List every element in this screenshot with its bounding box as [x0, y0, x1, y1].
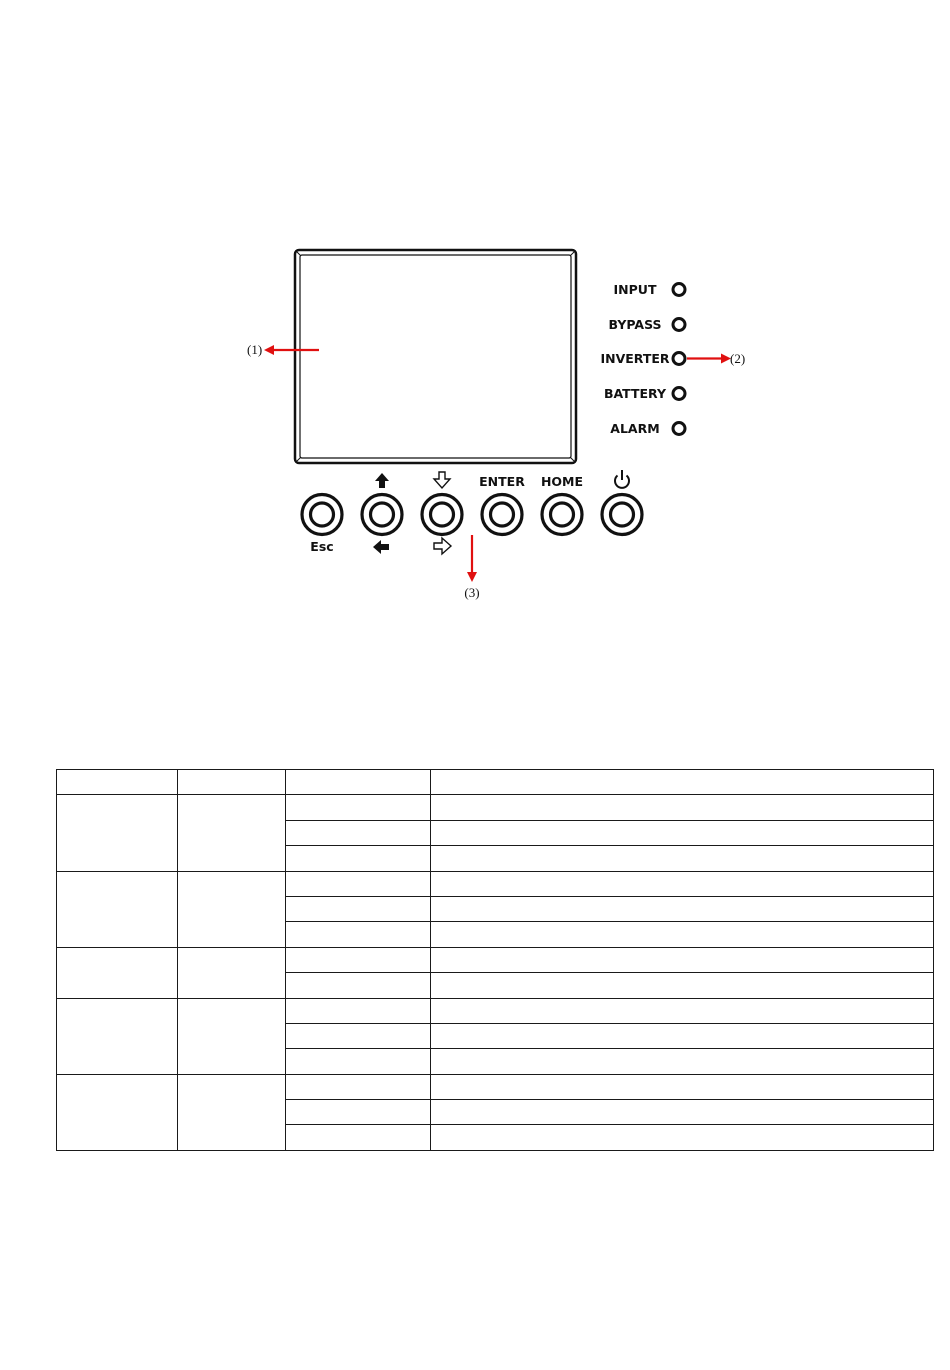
table-header-cell — [178, 770, 286, 795]
esc-label: Esc — [310, 539, 334, 554]
table-row — [57, 795, 934, 820]
table-row — [57, 871, 934, 896]
table-group-cell — [178, 998, 286, 1074]
table-cell — [431, 846, 934, 871]
table-cell — [286, 846, 431, 871]
table-row — [57, 998, 934, 1023]
led-label-alarm: ALARM — [610, 421, 660, 436]
spec-table — [56, 769, 934, 1151]
table-cell — [431, 998, 934, 1023]
table-row — [57, 947, 934, 972]
table-group-cell — [57, 795, 178, 871]
table-cell — [286, 998, 431, 1023]
table-cell — [286, 1125, 431, 1150]
table-cell — [286, 1074, 431, 1099]
enter-button[interactable] — [482, 495, 522, 535]
led-alarm — [673, 423, 685, 435]
table-cell — [431, 896, 934, 921]
up-left-button[interactable] — [362, 495, 402, 535]
arrow-left-filled-icon — [373, 540, 389, 554]
table-group-cell — [57, 998, 178, 1074]
callout-1 — [247, 342, 319, 357]
table-header-cell — [57, 770, 178, 795]
table-header-cell — [286, 770, 431, 795]
home-label: HOME — [540, 474, 584, 489]
table-cell — [431, 871, 934, 896]
led-label-battery: BATTERY — [603, 386, 667, 401]
table-cell — [286, 896, 431, 921]
table-group-cell — [178, 947, 286, 998]
power-icon — [615, 470, 629, 488]
callout-1-label: (1) — [247, 342, 263, 357]
led-input — [673, 284, 685, 296]
led-bypass — [673, 319, 685, 331]
callout-2 — [687, 351, 745, 366]
table-group-cell — [57, 871, 178, 947]
table-cell — [431, 1023, 934, 1048]
led-label-bypass: BYPASS — [608, 317, 662, 332]
table-row — [57, 1074, 934, 1099]
table-group-cell — [57, 947, 178, 998]
control-panel-diagram — [0, 0, 950, 640]
led-indicators — [600, 282, 685, 436]
table-cell — [431, 1100, 934, 1125]
table-group-cell — [178, 795, 286, 871]
power-button[interactable] — [602, 495, 642, 535]
table-cell — [431, 795, 934, 820]
lcd-display — [295, 250, 576, 463]
table-group-cell — [178, 871, 286, 947]
down-right-button[interactable] — [422, 495, 462, 535]
table-cell — [286, 973, 431, 998]
table-cell — [286, 922, 431, 947]
table-cell — [286, 1100, 431, 1125]
led-battery — [673, 388, 685, 400]
led-inverter — [673, 353, 685, 365]
table-cell — [286, 1023, 431, 1048]
callout-2-label: (2) — [730, 351, 746, 366]
table-cell — [431, 1074, 934, 1099]
arrow-down-outline-icon — [434, 472, 450, 488]
table-cell — [431, 947, 934, 972]
led-label-inverter: INVERTER — [600, 351, 670, 366]
table-cell — [431, 1049, 934, 1074]
arrow-right-outline-icon — [434, 538, 451, 554]
arrow-up-filled-icon — [375, 473, 389, 488]
table-group-cell — [178, 1074, 286, 1150]
table-cell — [431, 973, 934, 998]
callout-3-label: (3) — [464, 585, 480, 600]
table-cell — [431, 1125, 934, 1150]
table-cell — [286, 871, 431, 896]
esc-button[interactable] — [302, 495, 342, 535]
led-label-input: INPUT — [613, 282, 657, 297]
table-cell — [431, 820, 934, 845]
home-button[interactable] — [542, 495, 582, 535]
table-cell — [286, 820, 431, 845]
table-header-row — [57, 770, 934, 795]
callout-3 — [464, 535, 479, 600]
table-cell — [286, 1049, 431, 1074]
table-header-cell — [431, 770, 934, 795]
table-cell — [286, 947, 431, 972]
table-cell — [431, 922, 934, 947]
enter-label: ENTER — [479, 474, 525, 489]
table-cell — [286, 795, 431, 820]
table-group-cell — [57, 1074, 178, 1150]
